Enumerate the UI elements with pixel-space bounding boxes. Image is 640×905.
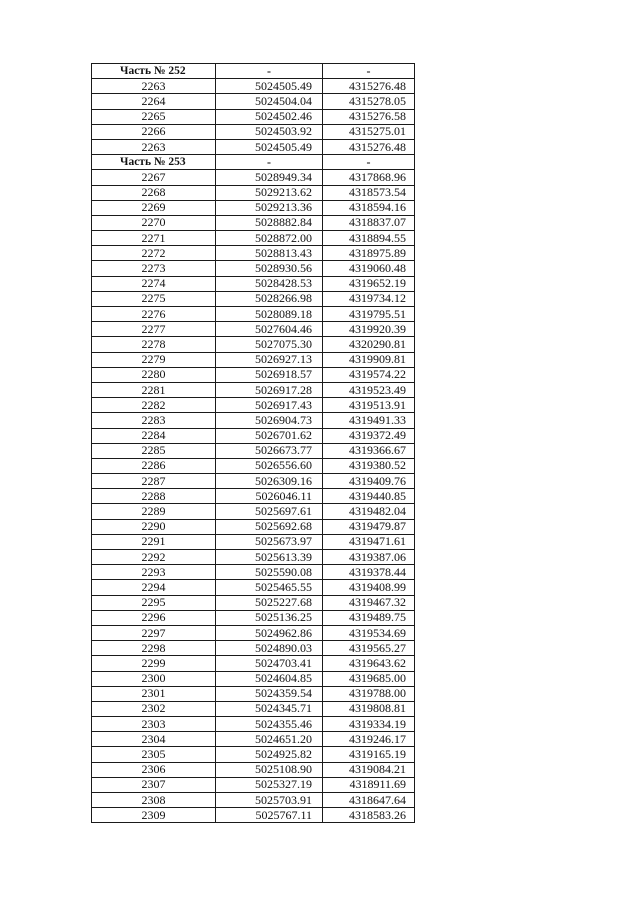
point-number: 2271 xyxy=(92,231,216,246)
table-row xyxy=(92,398,415,413)
x-coordinate: 5026918.57 xyxy=(216,367,323,382)
table-row xyxy=(92,625,415,640)
table-row xyxy=(92,124,415,139)
x-coordinate: 5024651.20 xyxy=(216,732,323,747)
point-number: 2286 xyxy=(92,458,216,473)
table-row xyxy=(92,793,415,808)
point-number: 2296 xyxy=(92,610,216,625)
y-coordinate: 4315276.48 xyxy=(323,79,415,94)
point-number: 2273 xyxy=(92,261,216,276)
point-number: 2285 xyxy=(92,443,216,458)
x-coordinate: 5029213.62 xyxy=(216,185,323,200)
x-coordinate: 5025692.68 xyxy=(216,519,323,534)
table-row xyxy=(92,200,415,215)
x-coordinate: 5026917.43 xyxy=(216,398,323,413)
point-number: 2294 xyxy=(92,580,216,595)
point-number: 2279 xyxy=(92,352,216,367)
point-number: 2301 xyxy=(92,686,216,701)
y-coordinate: 4319534.69 xyxy=(323,625,415,640)
x-coordinate: 5024355.46 xyxy=(216,717,323,732)
point-number: 2283 xyxy=(92,413,216,428)
point-number: 2300 xyxy=(92,671,216,686)
x-coordinate: 5025767.11 xyxy=(216,808,323,823)
point-number: 2293 xyxy=(92,565,216,580)
section-header-row xyxy=(92,64,415,79)
y-coordinate: 4319808.81 xyxy=(323,701,415,716)
y-coordinate: 4319652.19 xyxy=(323,276,415,291)
y-coordinate: 4319920.39 xyxy=(323,322,415,337)
y-coordinate: 4319387.06 xyxy=(323,550,415,565)
x-coordinate: 5026309.16 xyxy=(216,474,323,489)
x-coordinate: 5025613.39 xyxy=(216,550,323,565)
table-row xyxy=(92,762,415,777)
point-number: 2266 xyxy=(92,124,216,139)
table-row xyxy=(92,367,415,382)
x-coordinate: 5028428.53 xyxy=(216,276,323,291)
table-row xyxy=(92,641,415,656)
point-number: 2308 xyxy=(92,793,216,808)
y-coordinate: 4319909.81 xyxy=(323,352,415,367)
table-row xyxy=(92,352,415,367)
x-coordinate: 5024505.49 xyxy=(216,79,323,94)
y-coordinate: 4319643.62 xyxy=(323,656,415,671)
point-number: 2305 xyxy=(92,747,216,762)
table-row xyxy=(92,413,415,428)
x-coordinate: - xyxy=(216,64,323,79)
y-coordinate: 4315275.01 xyxy=(323,124,415,139)
coordinates-table-body xyxy=(92,64,415,823)
point-number: 2306 xyxy=(92,762,216,777)
table-row xyxy=(92,337,415,352)
table-row xyxy=(92,474,415,489)
x-coordinate: 5024703.41 xyxy=(216,656,323,671)
x-coordinate: 5028089.18 xyxy=(216,307,323,322)
y-coordinate: 4319372.49 xyxy=(323,428,415,443)
table-row xyxy=(92,170,415,185)
section-header-row xyxy=(92,155,415,170)
y-coordinate: 4319060.48 xyxy=(323,261,415,276)
x-coordinate: 5024505.49 xyxy=(216,139,323,154)
x-coordinate: 5026917.28 xyxy=(216,382,323,397)
y-coordinate: 4319408.99 xyxy=(323,580,415,595)
point-number: 2275 xyxy=(92,291,216,306)
point-number: 2295 xyxy=(92,595,216,610)
point-number: 2281 xyxy=(92,382,216,397)
table-row xyxy=(92,428,415,443)
table-row xyxy=(92,550,415,565)
x-coordinate: 5024962.86 xyxy=(216,625,323,640)
x-coordinate: 5028882.84 xyxy=(216,215,323,230)
x-coordinate: 5029213.36 xyxy=(216,200,323,215)
y-coordinate: 4319380.52 xyxy=(323,458,415,473)
point-number: 2297 xyxy=(92,625,216,640)
coordinates-table xyxy=(91,63,415,823)
x-coordinate: 5026046.11 xyxy=(216,489,323,504)
table-row xyxy=(92,276,415,291)
point-number: 2268 xyxy=(92,185,216,200)
y-coordinate: 4319334.19 xyxy=(323,717,415,732)
x-coordinate: 5028949.34 xyxy=(216,170,323,185)
table-row xyxy=(92,79,415,94)
point-number: 2309 xyxy=(92,808,216,823)
y-coordinate: 4319565.27 xyxy=(323,641,415,656)
table-row xyxy=(92,504,415,519)
y-coordinate: 4315276.48 xyxy=(323,139,415,154)
y-coordinate: 4315276.58 xyxy=(323,109,415,124)
y-coordinate: 4319795.51 xyxy=(323,307,415,322)
table-row xyxy=(92,231,415,246)
table-row xyxy=(92,808,415,823)
table-row xyxy=(92,246,415,261)
table-row xyxy=(92,565,415,580)
x-coordinate: 5027075.30 xyxy=(216,337,323,352)
x-coordinate: 5024502.46 xyxy=(216,109,323,124)
table-row xyxy=(92,139,415,154)
y-coordinate: 4319523.49 xyxy=(323,382,415,397)
point-number: 2265 xyxy=(92,109,216,124)
x-coordinate: 5025108.90 xyxy=(216,762,323,777)
table-row xyxy=(92,534,415,549)
x-coordinate: 5028930.56 xyxy=(216,261,323,276)
y-coordinate: 4319165.19 xyxy=(323,747,415,762)
x-coordinate: 5024345.71 xyxy=(216,701,323,716)
y-coordinate: 4319378.44 xyxy=(323,565,415,580)
point-number: 2303 xyxy=(92,717,216,732)
table-row xyxy=(92,322,415,337)
x-coordinate: 5026904.73 xyxy=(216,413,323,428)
section-label: Часть № 252 xyxy=(92,64,216,79)
x-coordinate: 5028872.00 xyxy=(216,231,323,246)
y-coordinate: 4320290.81 xyxy=(323,337,415,352)
table-row xyxy=(92,519,415,534)
point-number: 2276 xyxy=(92,307,216,322)
y-coordinate: 4319734.12 xyxy=(323,291,415,306)
table-row xyxy=(92,215,415,230)
point-number: 2263 xyxy=(92,139,216,154)
point-number: 2284 xyxy=(92,428,216,443)
x-coordinate: 5028266.98 xyxy=(216,291,323,306)
y-coordinate: 4318594.16 xyxy=(323,200,415,215)
point-number: 2292 xyxy=(92,550,216,565)
point-number: 2290 xyxy=(92,519,216,534)
x-coordinate: 5026673.77 xyxy=(216,443,323,458)
table-row xyxy=(92,109,415,124)
point-number: 2289 xyxy=(92,504,216,519)
table-row xyxy=(92,717,415,732)
point-number: 2264 xyxy=(92,94,216,109)
point-number: 2307 xyxy=(92,777,216,792)
y-coordinate: 4318647.64 xyxy=(323,793,415,808)
point-number: 2299 xyxy=(92,656,216,671)
point-number: 2269 xyxy=(92,200,216,215)
y-coordinate: 4319440.85 xyxy=(323,489,415,504)
x-coordinate: 5025136.25 xyxy=(216,610,323,625)
x-coordinate: 5028813.43 xyxy=(216,246,323,261)
x-coordinate: 5024504.04 xyxy=(216,94,323,109)
x-coordinate: 5024890.03 xyxy=(216,641,323,656)
y-coordinate: 4319366.67 xyxy=(323,443,415,458)
y-coordinate: 4319479.87 xyxy=(323,519,415,534)
y-coordinate: 4315278.05 xyxy=(323,94,415,109)
y-coordinate: 4317868.96 xyxy=(323,170,415,185)
point-number: 2274 xyxy=(92,276,216,291)
point-number: 2272 xyxy=(92,246,216,261)
point-number: 2298 xyxy=(92,641,216,656)
y-coordinate: 4319084.21 xyxy=(323,762,415,777)
y-coordinate: 4318837.07 xyxy=(323,215,415,230)
x-coordinate: 5026701.62 xyxy=(216,428,323,443)
table-row xyxy=(92,686,415,701)
table-row xyxy=(92,595,415,610)
section-label: Часть № 253 xyxy=(92,155,216,170)
table-row xyxy=(92,489,415,504)
y-coordinate: 4318911.69 xyxy=(323,777,415,792)
table-row xyxy=(92,261,415,276)
x-coordinate: 5025703.91 xyxy=(216,793,323,808)
y-coordinate: - xyxy=(323,155,415,170)
y-coordinate: 4319491.33 xyxy=(323,413,415,428)
table-row xyxy=(92,382,415,397)
table-row xyxy=(92,671,415,686)
table-row xyxy=(92,307,415,322)
y-coordinate: 4319409.76 xyxy=(323,474,415,489)
x-coordinate: 5024604.85 xyxy=(216,671,323,686)
point-number: 2302 xyxy=(92,701,216,716)
x-coordinate: 5025673.97 xyxy=(216,534,323,549)
y-coordinate: 4319467.32 xyxy=(323,595,415,610)
table-row xyxy=(92,610,415,625)
x-coordinate: 5025327.19 xyxy=(216,777,323,792)
table-row xyxy=(92,443,415,458)
table-row xyxy=(92,656,415,671)
x-coordinate: 5026556.60 xyxy=(216,458,323,473)
point-number: 2291 xyxy=(92,534,216,549)
y-coordinate: 4319685.00 xyxy=(323,671,415,686)
x-coordinate: 5024359.54 xyxy=(216,686,323,701)
x-coordinate: 5027604.46 xyxy=(216,322,323,337)
y-coordinate: 4318573.54 xyxy=(323,185,415,200)
table-row xyxy=(92,94,415,109)
x-coordinate: 5025697.61 xyxy=(216,504,323,519)
table-row xyxy=(92,701,415,716)
point-number: 2267 xyxy=(92,170,216,185)
x-coordinate: 5026927.13 xyxy=(216,352,323,367)
table-row xyxy=(92,185,415,200)
point-number: 2278 xyxy=(92,337,216,352)
point-number: 2288 xyxy=(92,489,216,504)
point-number: 2280 xyxy=(92,367,216,382)
y-coordinate: 4319788.00 xyxy=(323,686,415,701)
y-coordinate: 4318894.55 xyxy=(323,231,415,246)
y-coordinate: 4319574.22 xyxy=(323,367,415,382)
x-coordinate: 5025227.68 xyxy=(216,595,323,610)
y-coordinate: - xyxy=(323,64,415,79)
point-number: 2287 xyxy=(92,474,216,489)
x-coordinate: 5025465.55 xyxy=(216,580,323,595)
y-coordinate: 4319471.61 xyxy=(323,534,415,549)
point-number: 2304 xyxy=(92,732,216,747)
x-coordinate: 5024925.82 xyxy=(216,747,323,762)
point-number: 2263 xyxy=(92,79,216,94)
point-number: 2282 xyxy=(92,398,216,413)
y-coordinate: 4319489.75 xyxy=(323,610,415,625)
table-row xyxy=(92,777,415,792)
y-coordinate: 4319482.04 xyxy=(323,504,415,519)
y-coordinate: 4319513.91 xyxy=(323,398,415,413)
table-row xyxy=(92,580,415,595)
x-coordinate: - xyxy=(216,155,323,170)
table-row xyxy=(92,732,415,747)
x-coordinate: 5024503.92 xyxy=(216,124,323,139)
y-coordinate: 4318975.89 xyxy=(323,246,415,261)
table-row xyxy=(92,458,415,473)
y-coordinate: 4319246.17 xyxy=(323,732,415,747)
table-row xyxy=(92,747,415,762)
x-coordinate: 5025590.08 xyxy=(216,565,323,580)
y-coordinate: 4318583.26 xyxy=(323,808,415,823)
point-number: 2270 xyxy=(92,215,216,230)
point-number: 2277 xyxy=(92,322,216,337)
table-row xyxy=(92,291,415,306)
